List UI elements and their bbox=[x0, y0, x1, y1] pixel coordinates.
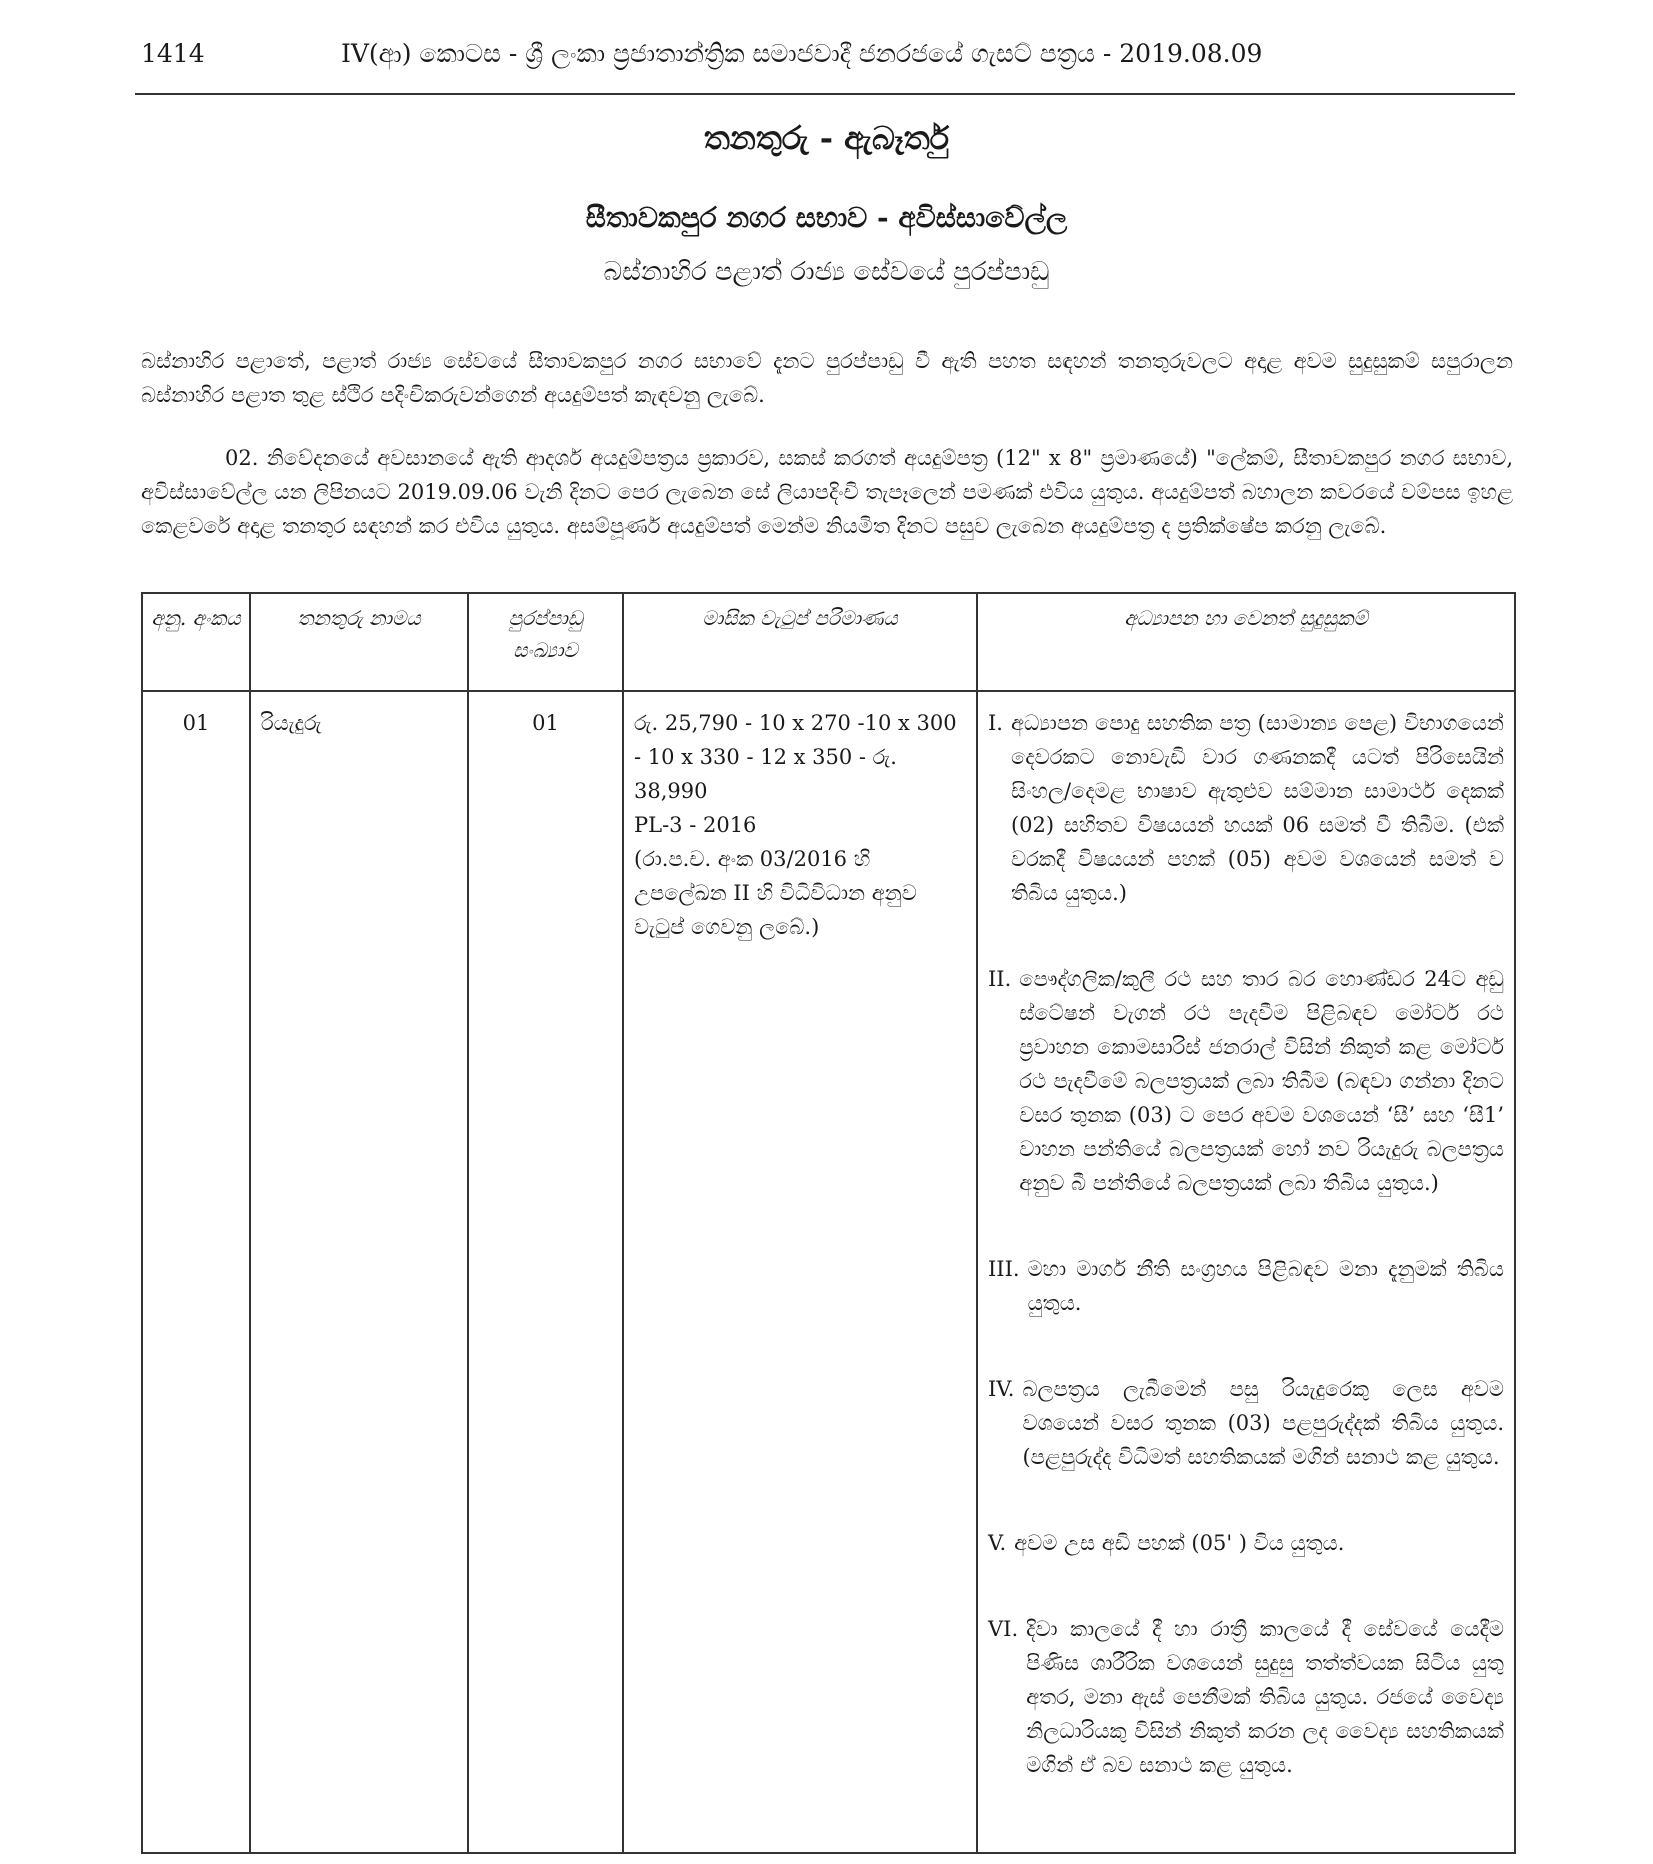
header-qualifications: අධ්‍යාපන හා වෙනත් සුදුසුකම් bbox=[977, 593, 1515, 691]
header-salary-scale: මාසික වැටුප් පරිමාණය bbox=[623, 593, 977, 691]
cell-qualifications bbox=[977, 691, 1515, 1853]
salary-code: PL-3 - 2016 bbox=[634, 813, 757, 837]
qualification-text: පෞද්ගලික/කුලී රථ සහ තාර බර හොණ්ඩර 24ට අඩු ස්ටේෂන් වැගන් රථ පැදවීම පිළිබඳව මෝටර් රථ ප්‍රවාහන කොමසාරිස් ජනරාල් විසින් නිකුත් කළ මෝටර් රථ පැදවීමේ බලපත්‍රයක් ලබා තිබීම (බඳවා ගන්නා දිනට වසර තුනක (03) ට පෙර අවම වශයෙන් ‘සී’ සහ ‘සී1’ වාහන පන්තියේ බලපත්‍රයක් හෝ නව රියැදුරු බලපත්‍රය අනුව බී පන්තියේ බලපත්‍රයක් ලබා තිබිය යුතුය.) bbox=[1019, 967, 1504, 1195]
qualification-text: දිවා කාලයේ දී හා රාත්‍රී කාලයේ දී සේවයේ යෙදීම පිණිස ශාරීරික වශයෙන් සුදුසු තත්ත්වයක සිටිය යුතු අතර, මනා ඇස් පෙනීමක් තිබිය යුතුය. රජයේ වෛද්‍ය නිලධාරියකු විසින් නිකුත් කරන ලද වෛද්‍ය සහතිකයක් මගින් ඒ බව සනාථ කළ යුතුය. bbox=[1026, 1617, 1504, 1777]
intro-paragraph: බස්නාහිර පළාතේ, පළාත් රාජ්‍ය සේවයේ සීතාවකපුර නගර සභාවේ දැනට පුරප්පාඩු වී ඇති පහත සඳහන් තනතුරුවලට අදාළ අවම සුදුසුකම් සපුරාලන බස්නාහිර පළාත තුළ ස්ථිර පදිංචිකරුවන්ගෙන් අයදුම්පත් කැඳවනු ලැබේ. bbox=[141, 349, 1513, 407]
qualification-number: VI. bbox=[988, 1617, 1019, 1641]
qualification-item bbox=[988, 962, 1504, 1200]
qualification-number: V. bbox=[988, 1531, 1007, 1555]
qualification-text: අවම උස අඩි පහක් (05' ) විය යුතුය. bbox=[1014, 1531, 1345, 1555]
cell-vacancy-count: 01 bbox=[468, 691, 623, 1853]
qualification-number: IV. bbox=[988, 1377, 1015, 1401]
section-title: තනතුරු - ඇබෑර්තු bbox=[703, 119, 950, 157]
salary-scale: රු. 25,790 - 10 x 270 -10 x 300 - 10 x 330 - 12 x 350 - රු. 38,990 bbox=[634, 711, 957, 803]
qualification-text: අධ්‍යාපන පොදු සහතික පත්‍ර (සාමාන්‍ය පෙළ) විභාගයෙන් දෙවරකට නොවැඩි වාර ගණනකදී යටත් පිරිසෙයින් සිංහල/දෙමළ භාෂාව ඇතුළුව සම්මාන සාමාර්ථ දෙකක් (02) සහිතව විෂයයන් හයක් 06 සමත් වී තිබීම. (එක් වරකදී විෂයයන් පහක් (05) අවම වශයෙන් සමත් ව තිබිය යුතුය.) bbox=[1010, 711, 1504, 905]
cell-post-name: රියැදුරු bbox=[250, 691, 468, 1853]
qualification-text: බලපත්‍රය ලැබීමෙන් පසු රියැදුරෙකු ලෙස අවම වශයෙන් වසර තුනක (03) පළපුරුද්දක් තිබිය යුතුය. (පළපුරුද්ද විධිමත් සහතිකයක් මගින් සනාථ කළ යුතුය. bbox=[1022, 1377, 1504, 1469]
qualification-item bbox=[988, 1526, 1504, 1560]
qualification-text: මහා මාර්ග නීති සංග්‍රහය පිළිබඳව මනා දැනුමක් තිබිය යුතුය. bbox=[1027, 1257, 1504, 1315]
table-header-row bbox=[142, 593, 1515, 691]
qualification-item bbox=[988, 1252, 1504, 1320]
qualification-item bbox=[988, 1372, 1504, 1474]
page-header bbox=[141, 34, 1512, 74]
header-vacancy-count: පුරප්පාඩු සංඛ්‍යාව bbox=[468, 593, 623, 691]
header-rule bbox=[135, 93, 1515, 95]
gazette-title: IV(ආ) කොටස - ශ්‍රී ලංකා ප්‍රජාතාන්ත්‍රික සමාජවාදී ජනරජයේ ගැසට් පත්‍රය - 2019.08.09 bbox=[341, 39, 1263, 68]
qualification-number: II. bbox=[988, 967, 1012, 991]
instructions-paragraph: 02. නිවේදනයේ අවසානයේ ඇති ආදර්ශ අයදුම්පත්‍රය ප්‍රකාරව, සකස් කරගත් අයදුම්පත්‍ර (12" x 8" ප්‍රමාණයේ) "ලේකම්, සීතාවකපුර නගර සභාව, අවිස්සාවේල්ල යන ලිපිනයට 2019.09.06 වැනි දිනට පෙර ලැබෙන සේ ලියාපදිංචි තැපෑලෙන් පමණක් එවිය යුතුය. අයදුම්පත් බහාලන කවරයේ වම්පස ඉහළ කෙළවරේ අදාළ තනතුර සඳහන් කර එවිය යුතුය. අසම්පූර්ණ අයදුම්පත් මෙන්ම නියමිත දිනට පසුව ලැබෙන අයදුම්පත්‍ර ද ප්‍රතික්ෂේප කරනු ලැබේ. bbox=[141, 446, 1513, 538]
cell-salary bbox=[623, 691, 977, 1853]
cell-serial-number: 01 bbox=[142, 691, 250, 1853]
qualification-item bbox=[988, 1612, 1504, 1782]
table-row bbox=[142, 691, 1515, 1853]
qualification-number: III. bbox=[988, 1257, 1020, 1281]
vacancy-table bbox=[141, 592, 1516, 1854]
qualification-number: I. bbox=[988, 711, 1003, 735]
header-post-name: තනතුරු නාමය bbox=[250, 593, 468, 691]
subtitle: බස්නාහිර පළාත් රාජ්‍ය සේවයේ පුරප්පාඩු bbox=[603, 257, 1050, 287]
page-number: 1414 bbox=[141, 39, 205, 68]
salary-note: (රා.ප.ච. අංක 03/2016 හි උපලේඛන II හි විධිවිධාන අනුව වැටුප් ගෙවනු ලබේ.) bbox=[634, 847, 917, 939]
qualification-item bbox=[988, 706, 1504, 910]
organization-title: සීතාවකපුර නගර සභාව - අවිස්සාවේල්ල bbox=[585, 201, 1068, 234]
header-serial-number: අනු. අංකය bbox=[142, 593, 250, 691]
